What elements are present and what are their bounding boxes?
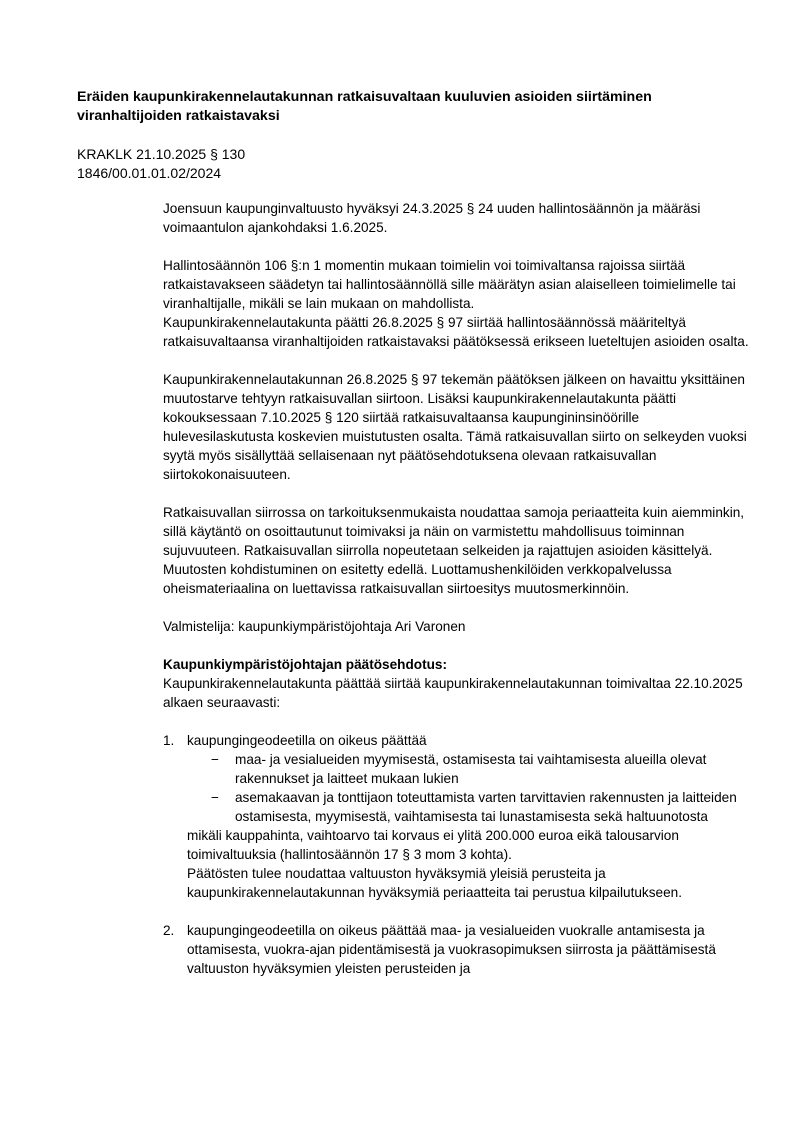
proposal-intro: Kaupunkirakennelautakunta päättää siirtää kaupunkirakennelautakunnan toimivaltaa 22.10.2025 alkaen seuraavasti: <box>163 676 743 710</box>
list-item-continuation: Päätösten tulee noudattaa valtuuston hyväksymiä yleisiä perusteita ja kaupunkirakennelautakunnan hyväksymiä periaatteita tai perustua kilpailutukseen. <box>187 866 682 900</box>
paragraph: Hallintosäännön 106 §:n 1 momentin mukaan toimielin voi toimivaltansa rajoissa siirtää ratkaistavakseen säädetyn tai hallintosäännöllä sille määrätyn asian alaiselleen toimielimelle tai viranhaltijalle, mikäli se lain mukaan on mahdollista. <box>163 258 736 311</box>
document-body <box>163 199 753 978</box>
list-item-text: kaupungingeodeetilla on oikeus päättää <box>187 733 427 748</box>
proposal-heading: Kaupunkiympäristöjohtajan päätösehdotus: <box>163 657 447 672</box>
sub-list-item-text: maa- ja vesialueiden myymisestä, ostamisesta tai vaihtamisesta alueilla olevat rakennukset ja laitteet mukaan lukien <box>235 752 707 786</box>
list-number: 2. <box>163 923 175 938</box>
sub-list-item <box>187 750 753 788</box>
sub-list-item <box>187 788 753 826</box>
meeting-reference: KRAKLK 21.10.2025 § 130 <box>77 146 246 162</box>
paragraph: Ratkaisuvallan siirrossa on tarkoituksenmukaista noudattaa samoja periaatteita kuin aiemminkin, sillä käytäntö on osoittautunut toimivaksi ja näin on varmistettu mahdollisuus toiminnan sujuvuuteen. Ratkaisuvallan siirrolla nopeutetaan selkeiden ja rajattujen asioiden käsittelyä. Muutosten kohdistuminen on esitetty edellä. Luottamushenkilöiden verkkopalvelussa oheismateriaalina on luettavissa ratkaisuvallan siirtoesitys muutosmerkinnöin. <box>163 505 745 596</box>
paragraph: Joensuun kaupunginvaltuusto hyväksyi 24.3.2025 § 24 uuden hallintosäännön ja määräsi voimaantulon ajankohdaksi 1.6.2025. <box>163 201 701 235</box>
paragraph: Kaupunkirakennelautakunnan 26.8.2025 § 97 tekemän päätöksen jälkeen on havaittu yksittäinen muutostarve tehtyyn ratkaisuvallan siirtoon. Lisäksi kaupunkirakennelautakunta päätti kokouksessaan 7.10.2025 § 120 siirtää ratkaisuvaltaansa kaupungininsinöörille hulevesilaskutusta koskevien muistutusten osalta. Tämä ratkaisuvallan siirto on selkeyden vuoksi syytä myös sisällyttää sellaisenaan nyt päätösehdotuksena olevaan ratkaisuvallan siirtokokonaisuuteen. <box>163 372 747 482</box>
decision-list <box>163 731 753 978</box>
list-item-text: kaupungingeodeetilla on oikeus päättää maa- ja vesialueiden vuokralle antamisesta ja ottamisesta, vuokra-ajan pidentämisestä ja vuokrasopimuksen siirrosta ja päättämisestä valtuuston hyväksymien yleisten perusteiden ja <box>187 923 716 976</box>
paragraph: Kaupunkirakennelautakunta päätti 26.8.2025 § 97 siirtää hallintosäännössä määriteltyä ratkaisuvaltaansa viranhaltijoiden ratkaistavaksi päätöksessä erikseen lueteltujen asioiden osalta. <box>163 315 749 349</box>
document-meta <box>77 145 245 183</box>
case-number: 1846/00.01.01.02/2024 <box>77 165 222 181</box>
sub-list-item-text: asemakaavan ja tonttijaon toteuttamista varten tarvittavien rakennusten ja laitteiden ostamisesta, myymisestä, vaihtamisesta tai lunastamisesta sekä haltuunotosta <box>235 790 737 824</box>
list-number: 1. <box>163 733 175 748</box>
list-item <box>163 921 753 978</box>
dash-bullet-icon: − <box>211 752 219 767</box>
preparer-line: Valmistelija: kaupunkiympäristöjohtaja Ari Varonen <box>163 619 466 634</box>
document-title: Eräiden kaupunkirakennelautakunnan ratkaisuvaltaan kuuluvien asioiden siirtäminen viranhaltijoiden ratkaistavaksi <box>77 89 652 124</box>
dash-bullet-icon: − <box>211 790 219 805</box>
list-item-continuation: mikäli kauppahinta, vaihtoarvo tai korvaus ei ylitä 200.000 euroa eikä talousarvion toimivaltuuksia (hallintosäännön 17 § 3 mom 3 kohta). <box>187 828 679 862</box>
list-item <box>163 731 753 902</box>
